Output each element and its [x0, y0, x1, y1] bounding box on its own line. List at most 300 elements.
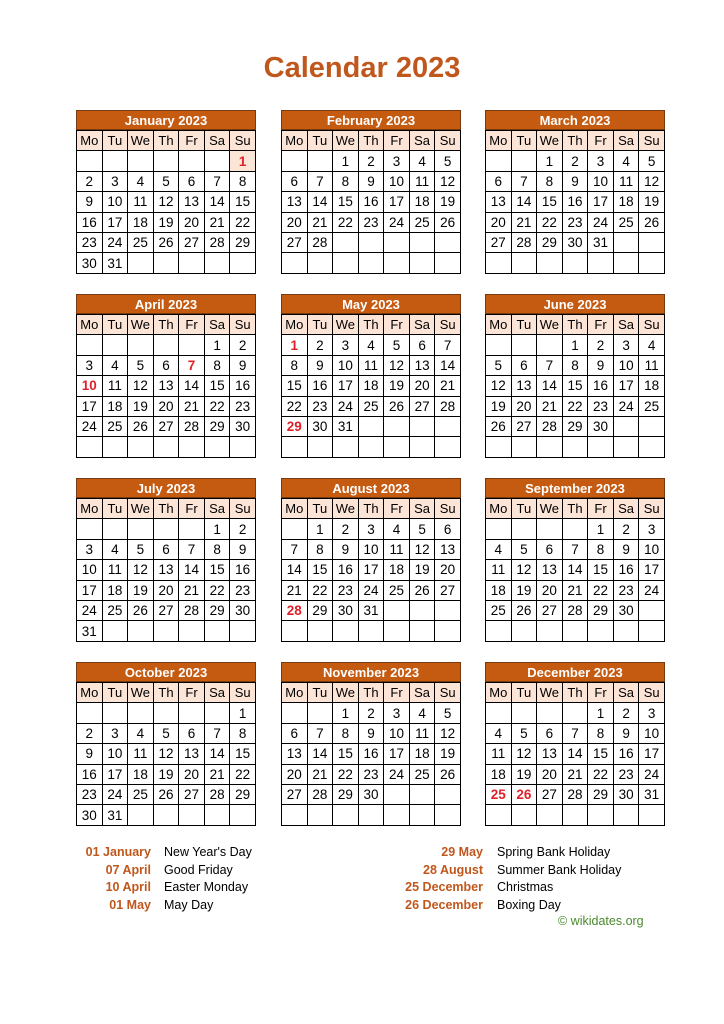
day-cell: 8 — [562, 355, 588, 375]
day-cell: 27 — [179, 232, 205, 252]
empty-cell — [537, 335, 563, 355]
day-cell: 17 — [613, 376, 639, 396]
day-cell: 10 — [588, 171, 614, 191]
day-cell: 12 — [128, 376, 154, 396]
holiday-day-cell: 10 — [77, 376, 103, 396]
empty-cell — [307, 151, 333, 171]
week-row — [282, 519, 461, 539]
empty-cell — [333, 253, 359, 273]
day-cell: 17 — [77, 580, 103, 600]
month-title: December 2023 — [485, 662, 665, 682]
empty-cell — [230, 437, 256, 457]
week-row — [77, 560, 256, 580]
day-cell: 28 — [179, 600, 205, 620]
day-cell: 17 — [102, 212, 128, 232]
day-cell: 8 — [204, 539, 230, 559]
day-cell: 9 — [77, 744, 103, 764]
day-cell: 25 — [128, 232, 154, 252]
day-cell: 29 — [230, 232, 256, 252]
empty-cell — [588, 805, 614, 825]
day-cell: 25 — [128, 784, 154, 804]
day-cell: 1 — [588, 519, 614, 539]
empty-cell — [613, 416, 639, 436]
empty-cell — [333, 805, 359, 825]
empty-cell — [153, 621, 179, 641]
day-cell: 17 — [333, 376, 359, 396]
day-cell: 3 — [639, 703, 665, 723]
empty-cell — [77, 519, 103, 539]
day-cell: 31 — [102, 253, 128, 273]
empty-cell — [153, 519, 179, 539]
day-cell: 12 — [153, 744, 179, 764]
day-cell: 21 — [307, 764, 333, 784]
empty-cell — [486, 253, 512, 273]
week-row — [77, 396, 256, 416]
empty-cell — [435, 600, 461, 620]
day-cell: 7 — [179, 539, 205, 559]
empty-cell — [204, 437, 230, 457]
day-cell: 23 — [613, 580, 639, 600]
week-row — [77, 723, 256, 743]
empty-cell — [358, 232, 384, 252]
empty-cell — [613, 437, 639, 457]
day-cell: 3 — [384, 151, 410, 171]
week-row — [282, 600, 461, 620]
empty-cell — [77, 703, 103, 723]
day-cell: 4 — [358, 335, 384, 355]
day-cell: 16 — [77, 212, 103, 232]
week-row — [282, 212, 461, 232]
day-cell: 3 — [588, 151, 614, 171]
weekday-header: Sa — [613, 683, 639, 703]
day-cell: 19 — [128, 396, 154, 416]
weekday-header: Th — [153, 683, 179, 703]
day-cell: 29 — [204, 600, 230, 620]
day-cell: 27 — [153, 600, 179, 620]
day-cell: 5 — [486, 355, 512, 375]
day-cell: 16 — [230, 560, 256, 580]
weekday-header: Tu — [307, 499, 333, 519]
day-cell: 20 — [153, 396, 179, 416]
day-cell: 8 — [333, 171, 359, 191]
weekday-header: Tu — [102, 315, 128, 335]
empty-cell — [409, 805, 435, 825]
day-cell: 26 — [409, 580, 435, 600]
weekday-header: Fr — [384, 131, 410, 151]
day-cell: 11 — [384, 539, 410, 559]
day-cell: 21 — [204, 764, 230, 784]
empty-cell — [102, 703, 128, 723]
empty-cell — [307, 253, 333, 273]
week-row — [486, 437, 665, 457]
day-cell: 5 — [435, 151, 461, 171]
day-cell: 7 — [562, 723, 588, 743]
week-row — [77, 192, 256, 212]
week-row — [486, 416, 665, 436]
month-11 — [281, 662, 461, 826]
day-cell: 20 — [435, 560, 461, 580]
day-cell: 24 — [384, 764, 410, 784]
month-9 — [485, 478, 665, 642]
day-cell: 14 — [537, 376, 563, 396]
day-cell: 23 — [230, 396, 256, 416]
day-cell: 5 — [511, 723, 537, 743]
holiday-date: 01 May — [109, 897, 151, 912]
day-cell: 6 — [486, 171, 512, 191]
weekday-header: Sa — [204, 131, 230, 151]
page-title: Calendar 2023 — [263, 52, 461, 84]
week-row — [486, 621, 665, 641]
day-cell: 28 — [179, 416, 205, 436]
day-cell: 3 — [613, 335, 639, 355]
day-cell: 12 — [435, 723, 461, 743]
empty-cell — [384, 621, 410, 641]
weekday-header: Fr — [588, 131, 614, 151]
day-cell: 25 — [639, 396, 665, 416]
week-row — [282, 253, 461, 273]
empty-cell — [409, 232, 435, 252]
weekday-header: Su — [639, 683, 665, 703]
day-cell: 13 — [282, 192, 308, 212]
day-cell: 23 — [77, 232, 103, 252]
weekday-header: Th — [562, 499, 588, 519]
day-cell: 15 — [333, 192, 359, 212]
weekday-header: We — [128, 131, 154, 151]
day-cell: 13 — [153, 560, 179, 580]
day-cell: 1 — [537, 151, 563, 171]
weekday-header: Tu — [511, 131, 537, 151]
holiday-day-cell: 1 — [282, 335, 308, 355]
week-row — [77, 621, 256, 641]
empty-cell — [307, 805, 333, 825]
day-cell: 10 — [384, 171, 410, 191]
day-cell: 18 — [409, 744, 435, 764]
empty-cell — [639, 253, 665, 273]
weekday-header: Su — [435, 131, 461, 151]
day-cell: 30 — [77, 805, 103, 825]
empty-cell — [179, 437, 205, 457]
empty-cell — [128, 335, 154, 355]
week-row — [77, 232, 256, 252]
week-row — [77, 703, 256, 723]
empty-cell — [77, 335, 103, 355]
day-cell: 27 — [435, 580, 461, 600]
empty-cell — [511, 253, 537, 273]
day-cell: 13 — [409, 355, 435, 375]
day-cell: 2 — [307, 335, 333, 355]
day-cell: 30 — [230, 600, 256, 620]
day-cell: 10 — [384, 723, 410, 743]
day-cell: 5 — [511, 539, 537, 559]
day-cell: 24 — [384, 212, 410, 232]
empty-cell — [153, 437, 179, 457]
weekday-header: Sa — [409, 315, 435, 335]
day-cell: 24 — [358, 580, 384, 600]
week-row — [486, 560, 665, 580]
holiday-date: 25 December — [405, 880, 483, 895]
day-cell: 21 — [282, 580, 308, 600]
empty-cell — [204, 621, 230, 641]
day-cell: 15 — [588, 560, 614, 580]
weekday-header: We — [333, 315, 359, 335]
day-cell: 31 — [102, 805, 128, 825]
empty-cell — [409, 784, 435, 804]
day-cell: 27 — [537, 784, 563, 804]
day-cell: 28 — [307, 784, 333, 804]
day-cell: 21 — [562, 764, 588, 784]
weekday-header: Su — [230, 131, 256, 151]
weekday-header: Su — [435, 683, 461, 703]
day-cell: 7 — [435, 335, 461, 355]
weekday-header: Sa — [204, 683, 230, 703]
day-cell: 16 — [333, 560, 359, 580]
day-cell: 15 — [333, 744, 359, 764]
day-cell: 13 — [435, 539, 461, 559]
day-cell: 31 — [358, 600, 384, 620]
empty-cell — [511, 519, 537, 539]
week-row — [486, 335, 665, 355]
empty-cell — [435, 784, 461, 804]
day-cell: 2 — [77, 723, 103, 743]
empty-cell — [204, 703, 230, 723]
weekday-header: Sa — [204, 499, 230, 519]
day-cell: 7 — [204, 723, 230, 743]
day-cell: 27 — [511, 416, 537, 436]
day-cell: 2 — [562, 151, 588, 171]
day-cell: 16 — [307, 376, 333, 396]
day-cell: 10 — [358, 539, 384, 559]
day-cell: 11 — [613, 171, 639, 191]
weekday-header: Fr — [588, 683, 614, 703]
day-cell: 3 — [77, 539, 103, 559]
week-row — [486, 519, 665, 539]
weekday-header: We — [537, 499, 563, 519]
day-cell: 6 — [511, 355, 537, 375]
day-cell: 20 — [153, 580, 179, 600]
day-cell: 20 — [179, 212, 205, 232]
weekday-header: Th — [358, 499, 384, 519]
week-row — [77, 805, 256, 825]
empty-cell — [435, 232, 461, 252]
empty-cell — [282, 703, 308, 723]
day-cell: 12 — [384, 355, 410, 375]
weekday-header: Su — [230, 683, 256, 703]
weekday-header: Tu — [511, 315, 537, 335]
day-cell: 3 — [333, 335, 359, 355]
empty-cell — [179, 519, 205, 539]
day-cell: 22 — [588, 580, 614, 600]
empty-cell — [128, 805, 154, 825]
week-row — [77, 519, 256, 539]
weekday-header: We — [333, 499, 359, 519]
day-cell: 24 — [333, 396, 359, 416]
day-cell: 25 — [384, 580, 410, 600]
day-cell: 27 — [537, 600, 563, 620]
day-cell: 11 — [409, 723, 435, 743]
empty-cell — [77, 437, 103, 457]
empty-cell — [102, 335, 128, 355]
week-row — [486, 192, 665, 212]
weekday-header: Tu — [307, 683, 333, 703]
day-cell: 26 — [128, 416, 154, 436]
empty-cell — [153, 805, 179, 825]
holiday-name: Easter Monday — [164, 880, 249, 895]
empty-cell — [588, 437, 614, 457]
empty-cell — [486, 621, 512, 641]
day-cell: 16 — [358, 192, 384, 212]
day-cell: 18 — [128, 764, 154, 784]
day-cell: 11 — [486, 560, 512, 580]
day-cell: 8 — [230, 723, 256, 743]
empty-cell — [102, 621, 128, 641]
day-cell: 13 — [282, 744, 308, 764]
week-row — [282, 355, 461, 375]
day-cell: 14 — [435, 355, 461, 375]
day-cell: 15 — [230, 192, 256, 212]
weekday-header: Su — [639, 131, 665, 151]
day-cell: 6 — [179, 171, 205, 191]
weekday-header: Fr — [588, 499, 614, 519]
day-cell: 16 — [562, 192, 588, 212]
empty-cell — [282, 151, 308, 171]
day-cell: 23 — [613, 764, 639, 784]
empty-cell — [435, 437, 461, 457]
day-cell: 18 — [486, 764, 512, 784]
day-cell: 12 — [511, 560, 537, 580]
day-cell: 14 — [179, 560, 205, 580]
day-cell: 2 — [77, 171, 103, 191]
weekday-header: Th — [562, 683, 588, 703]
empty-cell — [358, 437, 384, 457]
week-row — [486, 539, 665, 559]
empty-cell — [588, 253, 614, 273]
week-row — [282, 539, 461, 559]
month-3 — [485, 110, 665, 274]
empty-cell — [230, 621, 256, 641]
empty-cell — [613, 253, 639, 273]
day-cell: 19 — [511, 580, 537, 600]
day-cell: 14 — [204, 744, 230, 764]
day-cell: 2 — [230, 335, 256, 355]
week-row — [282, 416, 461, 436]
weekday-header: Su — [435, 315, 461, 335]
weekday-header: Th — [153, 131, 179, 151]
day-cell: 13 — [486, 192, 512, 212]
day-cell: 30 — [613, 784, 639, 804]
month-title: January 2023 — [76, 110, 256, 130]
day-cell: 1 — [562, 335, 588, 355]
day-cell: 1 — [588, 703, 614, 723]
week-row — [77, 212, 256, 232]
day-cell: 15 — [307, 560, 333, 580]
weekday-header: Mo — [77, 683, 103, 703]
day-cell: 15 — [230, 744, 256, 764]
month-10 — [76, 662, 256, 826]
week-row — [77, 253, 256, 273]
day-cell: 5 — [128, 539, 154, 559]
day-cell: 29 — [204, 416, 230, 436]
day-cell: 23 — [358, 212, 384, 232]
empty-cell — [486, 703, 512, 723]
empty-cell — [307, 621, 333, 641]
weekday-header: We — [537, 683, 563, 703]
holiday-name: Summer Bank Holiday — [497, 862, 622, 877]
week-row — [77, 539, 256, 559]
day-cell: 1 — [204, 335, 230, 355]
day-cell: 8 — [204, 355, 230, 375]
day-cell: 9 — [230, 539, 256, 559]
empty-cell — [333, 232, 359, 252]
holiday-date: 28 August — [423, 862, 483, 877]
weekday-header: Su — [230, 315, 256, 335]
day-cell: 28 — [204, 784, 230, 804]
empty-cell — [562, 437, 588, 457]
month-8 — [281, 478, 461, 642]
day-cell: 5 — [153, 723, 179, 743]
day-cell: 24 — [588, 212, 614, 232]
day-cell: 6 — [153, 355, 179, 375]
day-cell: 2 — [358, 703, 384, 723]
day-cell: 19 — [486, 396, 512, 416]
day-cell: 27 — [179, 784, 205, 804]
day-cell: 21 — [179, 396, 205, 416]
empty-cell — [511, 805, 537, 825]
holiday-day-cell: 29 — [282, 416, 308, 436]
day-cell: 5 — [384, 335, 410, 355]
empty-cell — [409, 600, 435, 620]
day-cell: 22 — [562, 396, 588, 416]
day-cell: 21 — [511, 212, 537, 232]
empty-cell — [435, 621, 461, 641]
day-cell: 2 — [358, 151, 384, 171]
empty-cell — [562, 621, 588, 641]
weekday-header: Mo — [486, 683, 512, 703]
empty-cell — [179, 335, 205, 355]
day-cell: 24 — [77, 600, 103, 620]
day-cell: 20 — [537, 764, 563, 784]
empty-cell — [562, 703, 588, 723]
empty-cell — [128, 519, 154, 539]
day-cell: 17 — [77, 396, 103, 416]
weekday-header: Su — [435, 499, 461, 519]
weekday-header: We — [128, 499, 154, 519]
day-cell: 4 — [384, 519, 410, 539]
day-cell: 22 — [204, 580, 230, 600]
holiday-name: Boxing Day — [497, 897, 561, 912]
day-cell: 3 — [384, 703, 410, 723]
day-cell: 28 — [511, 232, 537, 252]
empty-cell — [307, 703, 333, 723]
day-cell: 9 — [588, 355, 614, 375]
holiday-day-cell: 25 — [486, 784, 512, 804]
empty-cell — [562, 805, 588, 825]
day-cell: 30 — [613, 600, 639, 620]
day-cell: 21 — [537, 396, 563, 416]
empty-cell — [204, 151, 230, 171]
day-cell: 20 — [282, 212, 308, 232]
day-cell: 24 — [613, 396, 639, 416]
day-cell: 12 — [486, 376, 512, 396]
day-cell: 15 — [588, 744, 614, 764]
weekday-header: Tu — [307, 315, 333, 335]
week-row — [282, 764, 461, 784]
day-cell: 5 — [435, 703, 461, 723]
empty-cell — [537, 621, 563, 641]
week-row — [486, 703, 665, 723]
day-cell: 17 — [588, 192, 614, 212]
day-cell: 10 — [613, 355, 639, 375]
holiday-day-cell: 1 — [230, 151, 256, 171]
